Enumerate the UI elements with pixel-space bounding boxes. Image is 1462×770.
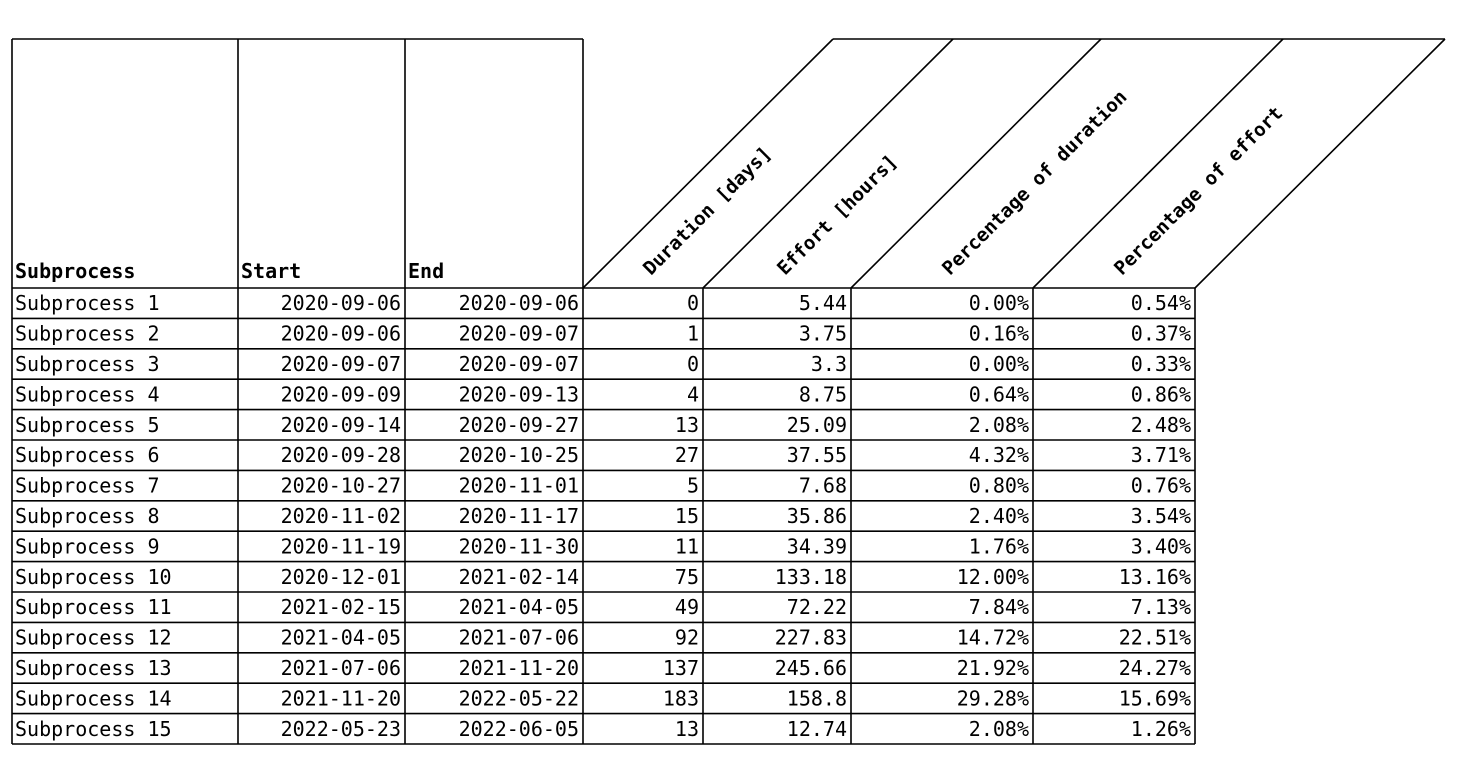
cell-start: 2021-07-06	[280, 656, 401, 680]
cell-effort: 3.75	[798, 321, 847, 346]
cell-duration: 0	[686, 352, 699, 376]
cell-end: 2021-04-05	[458, 595, 579, 620]
cell-subprocess: Subprocess 7	[15, 473, 160, 498]
cell-effort: 72.22	[786, 595, 847, 620]
cell-start: 2020-11-19	[280, 534, 401, 559]
cell-end: 2020-10-25	[458, 443, 579, 468]
column-header-end: End	[408, 259, 445, 283]
cell-effort: 34.39	[786, 534, 847, 559]
cell-end: 2022-05-22	[458, 686, 579, 711]
cell-subprocess: Subprocess 3	[15, 352, 160, 376]
cell-pct_duration: 1.76%	[968, 534, 1029, 559]
column-header-start: Start	[241, 259, 302, 283]
cell-pct_duration: 12.00%	[956, 564, 1029, 589]
cell-subprocess: Subprocess 14	[15, 686, 172, 711]
cell-start: 2021-02-15	[280, 595, 401, 620]
cell-pct_duration: 2.08%	[968, 716, 1029, 741]
cell-subprocess: Subprocess 4	[15, 382, 160, 407]
cell-pct_effort: 3.54%	[1130, 504, 1191, 528]
cell-pct_duration: 0.64%	[968, 382, 1029, 407]
cell-pct_effort: 0.86%	[1130, 382, 1191, 407]
cell-pct_duration: 21.92%	[956, 656, 1029, 680]
cell-pct_effort: 2.48%	[1130, 412, 1191, 437]
cell-duration: 0	[686, 291, 699, 316]
cell-duration: 137	[662, 656, 699, 680]
cell-pct_duration: 0.00%	[968, 291, 1029, 316]
column-header-pct_duration: Percentage of duration	[937, 86, 1132, 280]
cell-effort: 133.18	[774, 564, 847, 589]
cell-pct_effort: 0.33%	[1130, 352, 1191, 376]
cell-effort: 37.55	[786, 443, 847, 468]
cell-pct_effort: 3.40%	[1130, 534, 1191, 559]
cell-end: 2021-11-20	[458, 656, 579, 680]
cell-effort: 8.75	[798, 382, 847, 407]
cell-pct_duration: 2.08%	[968, 412, 1029, 437]
cell-start: 2020-09-28	[280, 443, 401, 468]
cell-effort: 35.86	[786, 504, 847, 528]
cell-start: 2020-12-01	[280, 564, 401, 589]
cell-effort: 227.83	[774, 625, 847, 650]
cell-pct_effort: 13.16%	[1118, 564, 1191, 589]
cell-pct_effort: 24.27%	[1118, 656, 1191, 680]
cell-start: 2020-09-06	[280, 321, 401, 346]
cell-end: 2020-09-07	[458, 352, 579, 376]
cell-duration: 13	[674, 716, 699, 741]
cell-pct_effort: 3.71%	[1130, 443, 1191, 468]
cell-effort: 3.3	[810, 352, 847, 376]
cell-pct_effort: 0.37%	[1130, 321, 1191, 346]
cell-effort: 25.09	[786, 412, 847, 437]
cell-duration: 183	[662, 686, 699, 711]
cell-subprocess: Subprocess 12	[15, 625, 172, 650]
cell-end: 2021-02-14	[458, 564, 579, 589]
cell-pct_duration: 2.40%	[968, 504, 1029, 528]
cell-start: 2020-09-09	[280, 382, 401, 407]
cell-pct_duration: 4.32%	[968, 443, 1029, 468]
cell-end: 2022-06-05	[458, 716, 579, 741]
cell-duration: 1	[686, 321, 699, 346]
cell-duration: 5	[686, 473, 699, 498]
cell-end: 2020-09-07	[458, 321, 579, 346]
cell-pct_duration: 29.28%	[956, 686, 1029, 711]
cell-duration: 15	[674, 504, 699, 528]
cell-subprocess: Subprocess 1	[15, 291, 160, 316]
cell-effort: 245.66	[774, 656, 847, 680]
cell-duration: 75	[674, 564, 699, 589]
cell-pct_effort: 0.54%	[1130, 291, 1191, 316]
cell-start: 2021-04-05	[280, 625, 401, 650]
cell-end: 2020-11-30	[458, 534, 579, 559]
cell-pct_duration: 0.16%	[968, 321, 1029, 346]
cell-start: 2022-05-23	[280, 716, 401, 741]
cell-end: 2020-09-06	[458, 291, 579, 316]
cell-pct_effort: 22.51%	[1118, 625, 1191, 650]
cell-pct_effort: 7.13%	[1130, 595, 1191, 620]
cell-subprocess: Subprocess 5	[15, 412, 160, 437]
cell-subprocess: Subprocess 15	[15, 716, 172, 741]
cell-pct_effort: 15.69%	[1118, 686, 1191, 711]
cell-subprocess: Subprocess 2	[15, 321, 160, 346]
cell-start: 2020-09-06	[280, 291, 401, 316]
cell-subprocess: Subprocess 13	[15, 656, 172, 680]
cell-subprocess: Subprocess 9	[15, 534, 160, 559]
cell-start: 2020-10-27	[280, 473, 401, 498]
cell-effort: 7.68	[798, 473, 847, 498]
column-header-pct_effort: Percentage of effort	[1109, 102, 1288, 280]
cell-duration: 11	[674, 534, 699, 559]
cell-pct_duration: 14.72%	[956, 625, 1029, 650]
cell-pct_duration: 0.80%	[968, 473, 1029, 498]
column-header-duration: Duration [days]	[638, 142, 776, 280]
cell-effort: 12.74	[786, 716, 847, 741]
cell-duration: 27	[674, 443, 699, 468]
cell-pct_duration: 7.84%	[968, 595, 1029, 620]
cell-end: 2020-11-01	[458, 473, 579, 498]
header-slant-line	[1033, 39, 1283, 288]
cell-end: 2020-09-27	[458, 412, 579, 437]
cell-end: 2020-11-17	[458, 504, 579, 528]
cell-start: 2020-09-07	[280, 352, 401, 376]
cell-pct_duration: 0.00%	[968, 352, 1029, 376]
cell-effort: 158.8	[786, 686, 847, 711]
cell-start: 2020-11-02	[280, 504, 401, 528]
cell-start: 2021-11-20	[280, 686, 401, 711]
cell-pct_effort: 1.26%	[1130, 716, 1191, 741]
column-header-subprocess: Subprocess	[15, 259, 136, 283]
column-header-effort: Effort [hours]	[772, 150, 902, 280]
cell-pct_effort: 0.76%	[1130, 473, 1191, 498]
cell-duration: 13	[674, 412, 699, 437]
cell-end: 2021-07-06	[458, 625, 579, 650]
cell-duration: 49	[674, 595, 699, 620]
cell-subprocess: Subprocess 8	[15, 504, 160, 528]
cell-end: 2020-09-13	[458, 382, 579, 407]
cell-subprocess: Subprocess 11	[15, 595, 172, 620]
cell-duration: 92	[674, 625, 699, 650]
cell-duration: 4	[686, 382, 699, 407]
cell-subprocess: Subprocess 10	[15, 564, 172, 589]
cell-subprocess: Subprocess 6	[15, 443, 160, 468]
cell-effort: 5.44	[798, 291, 847, 316]
cell-start: 2020-09-14	[280, 412, 401, 437]
